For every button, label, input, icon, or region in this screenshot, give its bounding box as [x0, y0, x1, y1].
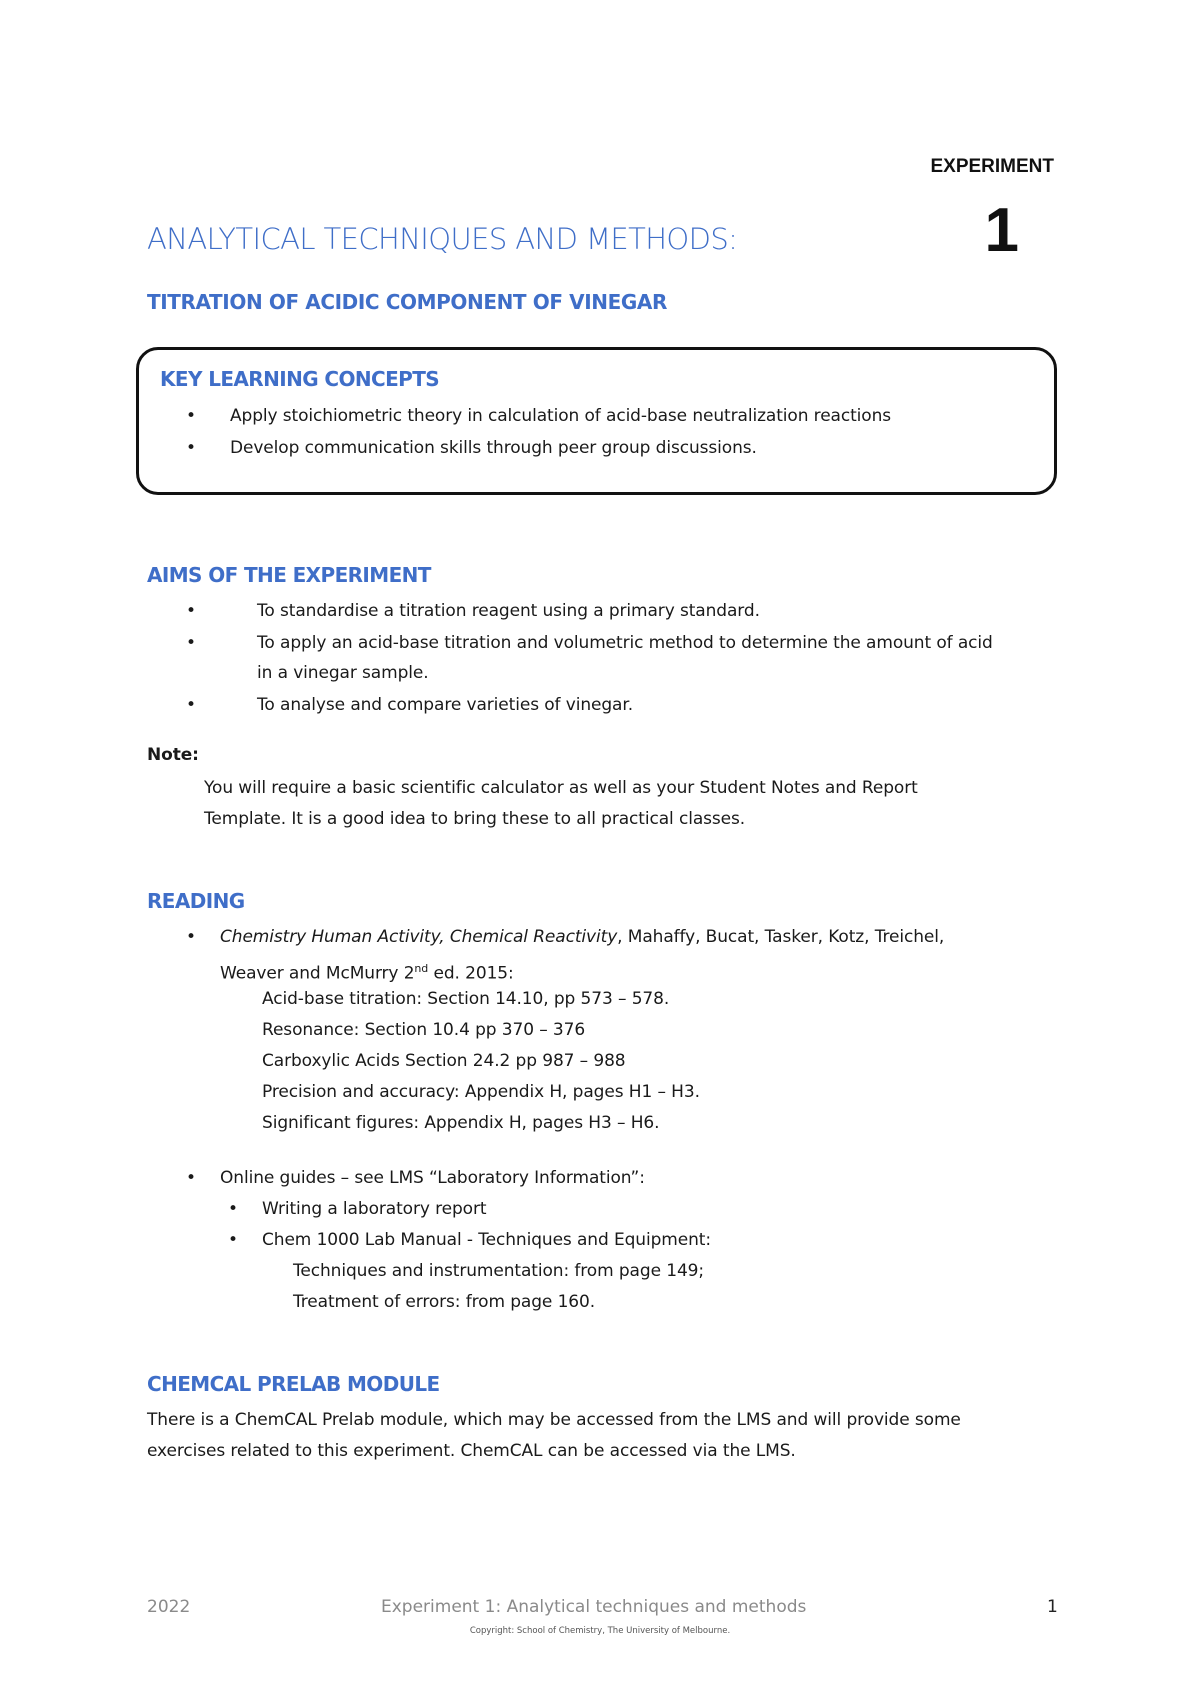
chemcal-text: exercises related to this experiment. ChemCAL can be accessed via the LMS. — [147, 1441, 796, 1461]
note-text: Template. It is a good idea to bring these to all practical classes. — [204, 809, 746, 829]
chemcal-heading: CHEMCAL PRELAB MODULE — [147, 1372, 440, 1396]
key-learning-item: Apply stoichiometric theory in calculation of acid-base neutralization reactions — [230, 406, 892, 426]
reading-book — [220, 922, 944, 953]
bullet: • — [186, 438, 197, 458]
aims-item: To analyse and compare varieties of vinegar. — [257, 695, 634, 715]
note-label: Note: — [147, 745, 199, 765]
reading-book-line2: Weaver and McMurry 2 — [220, 963, 415, 984]
footer-year: 2022 — [147, 1597, 191, 1617]
guide-sub-item: Treatment of errors: from page 160. — [293, 1292, 596, 1312]
aims-item: To apply an acid-base titration and volumetric method to determine the amount of acid — [257, 633, 993, 653]
reading-section: Significant figures: Appendix H, pages H3 – H6. — [262, 1113, 660, 1133]
bullet: • — [228, 1199, 239, 1219]
bullet: • — [186, 695, 197, 715]
experiment-label: EXPERIMENT — [930, 156, 1054, 177]
key-learning-item: Develop communication skills through peer group discussions. — [230, 438, 757, 458]
reading-book-line2-end: ed. 2015: — [428, 963, 514, 984]
chemcal-text: There is a ChemCAL Prelab module, which may be accessed from the LMS and will provide some — [147, 1410, 961, 1430]
guide-item: Chem 1000 Lab Manual - Techniques and Equipment: — [262, 1230, 711, 1250]
page-title: ANALYTICAL TECHNIQUES AND METHODS: — [147, 222, 738, 256]
bullet: • — [186, 601, 197, 621]
aims-item: To standardise a titration reagent using a primary standard. — [257, 601, 760, 621]
page-subtitle: TITRATION OF ACIDIC COMPONENT OF VINEGAR — [147, 290, 667, 314]
guide-sub-item: Techniques and instrumentation: from page 149; — [293, 1261, 705, 1281]
bullet: • — [186, 633, 197, 653]
footer-title: Experiment 1: Analytical techniques and methods — [381, 1597, 807, 1617]
aims-heading: AIMS OF THE EXPERIMENT — [147, 563, 431, 587]
note-text: You will require a basic scientific calculator as well as your Student Notes and Report — [204, 778, 918, 798]
aims-item-continued: in a vinegar sample. — [257, 663, 429, 683]
bullet: • — [186, 927, 197, 947]
reading-book-title: Chemistry Human Activity, Chemical Reactivity — [220, 927, 618, 947]
online-guides: Online guides – see LMS “Laboratory Information”: — [220, 1168, 645, 1188]
reading-section: Precision and accuracy: Appendix H, pages H1 – H3. — [262, 1082, 700, 1102]
reading-section: Acid-base titration: Section 14.10, pp 573 – 578. — [262, 989, 670, 1009]
reading-heading: READING — [147, 889, 245, 913]
key-learning-heading: KEY LEARNING CONCEPTS — [160, 367, 440, 391]
bullet: • — [228, 1230, 239, 1250]
reading-section: Carboxylic Acids Section 24.2 pp 987 – 988 — [262, 1051, 626, 1071]
bullet: • — [186, 406, 197, 426]
bullet: • — [186, 1168, 197, 1188]
reading-book-sup: nd — [414, 962, 429, 975]
reading-book-authors: , Mahaffy, Bucat, Tasker, Kotz, Treichel, — [617, 927, 945, 947]
page-number: 1 — [1047, 1597, 1058, 1617]
copyright: Copyright: School of Chemistry, The University of Melbourne. — [469, 1626, 731, 1636]
reading-section: Resonance: Section 10.4 pp 370 – 376 — [262, 1020, 586, 1040]
experiment-number: 1 — [984, 196, 1019, 265]
guide-item: Writing a laboratory report — [262, 1199, 487, 1219]
